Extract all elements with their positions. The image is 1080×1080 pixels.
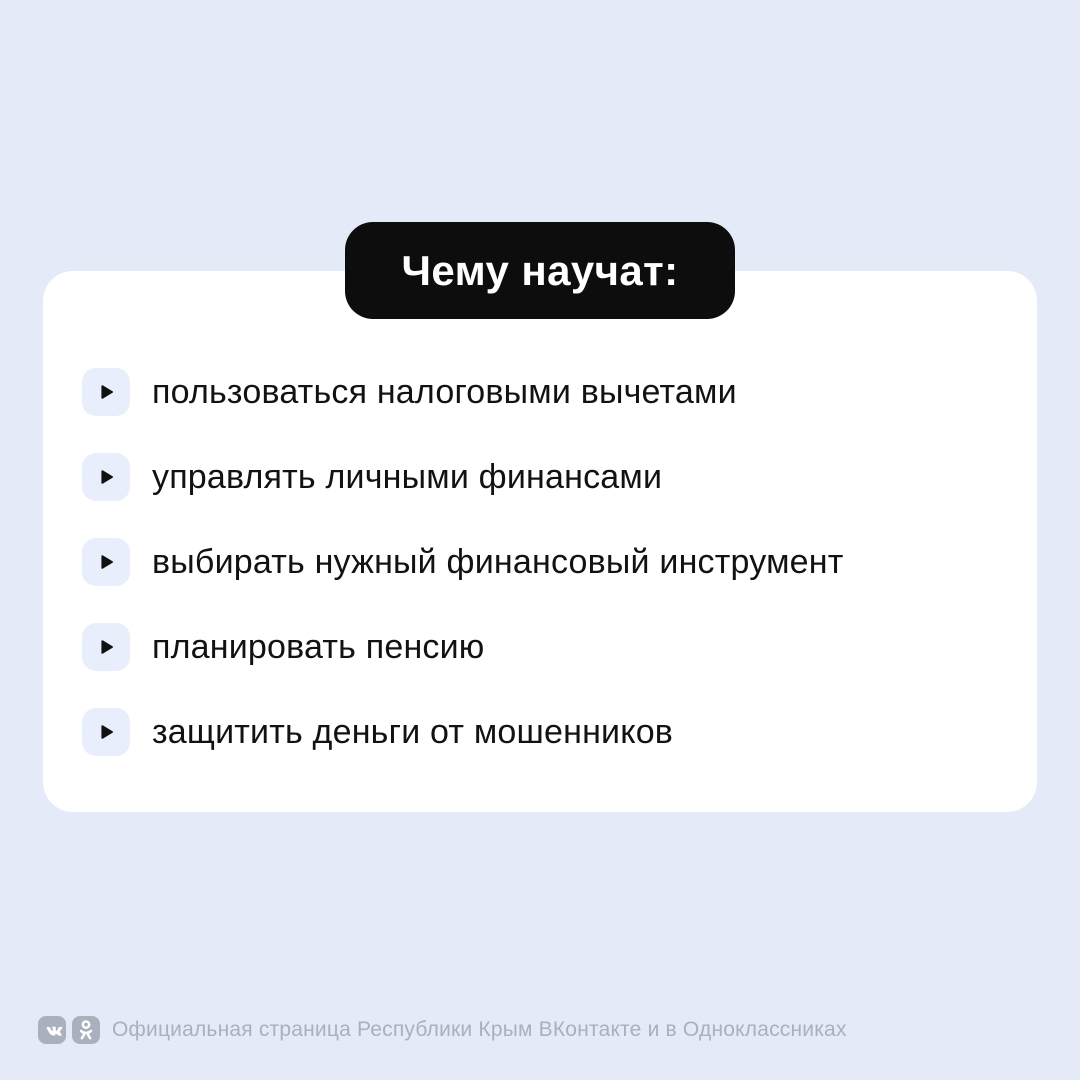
ok-icon [72,1016,100,1044]
list-item-label: защитить деньги от мошенников [152,712,674,751]
list-item [82,453,1007,501]
play-triangle-icon [82,708,130,756]
footer [38,1016,847,1044]
content-card [43,271,1037,812]
list-item-label: выбирать нужный финансовый инструмент [152,542,844,581]
vk-icon [38,1016,66,1044]
list-item-label: пользоваться налоговыми вычетами [152,372,737,411]
list-item [82,623,1007,671]
list-item [82,368,1007,416]
play-triangle-icon [82,623,130,671]
list-item-label: планировать пенсию [152,627,485,666]
list-item-label: управлять личными финансами [152,457,663,496]
list-item [82,708,1007,756]
list-item [82,538,1007,586]
play-triangle-icon [82,538,130,586]
footer-caption: Официальная страница Республики Крым ВКонтакте и в Одноклассниках [112,1018,847,1041]
title-badge [345,222,735,319]
play-triangle-icon [82,368,130,416]
play-triangle-icon [82,453,130,501]
benefits-list [43,271,1037,756]
page-title: Чему научат: [401,246,679,294]
